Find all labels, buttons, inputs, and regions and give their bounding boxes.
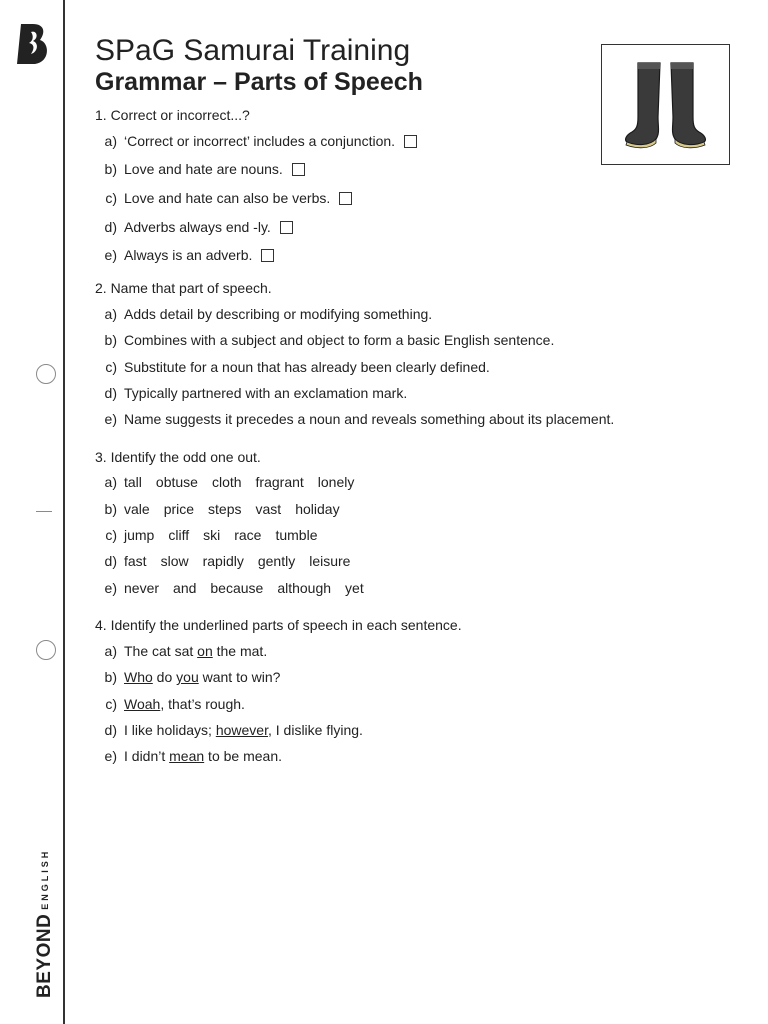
q2-item-a <box>95 306 432 322</box>
q1-item-a <box>95 133 417 149</box>
word-option: tumble <box>275 527 318 543</box>
word-option: jump <box>124 527 155 543</box>
brand-sub-text: ENGLISH <box>40 848 50 910</box>
word-option: slow <box>160 553 189 569</box>
word-option: price <box>163 501 195 517</box>
punch-hole-mark <box>36 364 56 384</box>
underlined-word: however <box>215 722 268 738</box>
q2-item-e <box>95 411 614 427</box>
word-option: cliff <box>168 527 190 543</box>
item-letter: c) <box>105 527 117 543</box>
item-text: Always is an adverb. <box>124 247 253 263</box>
item-letter: d) <box>104 722 117 738</box>
word-option: because <box>210 580 264 596</box>
question-3-title: 3. Identify the odd one out. <box>95 449 261 465</box>
q2-item-c <box>95 359 490 375</box>
answer-checkbox[interactable] <box>261 249 274 262</box>
item-text: ‘Correct or incorrect’ includes a conjunction. <box>124 133 396 149</box>
item-text: Love and hate are nouns. <box>124 161 283 177</box>
item-letter: a) <box>104 306 117 322</box>
sentence-part: The cat sat <box>124 643 198 659</box>
item-text: Substitute for a noun that has already been clearly defined. <box>124 359 490 375</box>
tabi-socks-icon <box>602 45 729 164</box>
q4-item-b <box>95 669 280 685</box>
q3-item-b <box>95 501 354 517</box>
question-4-title: 4. Identify the underlined parts of speech in each sentence. <box>95 617 462 633</box>
question-1-title: 1. Correct or incorrect...? <box>95 107 250 123</box>
item-letter: d) <box>104 385 117 401</box>
page-subtitle: Grammar – Parts of Speech <box>95 68 423 96</box>
underlined-word: Woah <box>124 696 161 712</box>
word-option: race <box>234 527 262 543</box>
word-option: and <box>173 580 197 596</box>
word-option: vale <box>124 501 150 517</box>
answer-checkbox[interactable] <box>292 163 305 176</box>
beyond-logo <box>15 22 51 66</box>
item-letter: c) <box>105 359 117 375</box>
item-text: Adverbs always end -ly. <box>124 219 271 235</box>
word-option: fast <box>124 553 147 569</box>
item-letter: a) <box>104 474 117 490</box>
item-letter: e) <box>104 247 117 263</box>
item-letter: c) <box>105 696 117 712</box>
word-option: ski <box>203 527 221 543</box>
word-option: gently <box>257 553 296 569</box>
q4-item-d <box>95 722 363 738</box>
q1-item-c <box>95 190 352 206</box>
item-letter: c) <box>105 190 117 206</box>
underlined-word: Who <box>124 669 153 685</box>
sentence-part: want to win? <box>198 669 281 685</box>
item-letter: d) <box>104 553 117 569</box>
word-option: yet <box>345 580 364 596</box>
item-text: Name suggests it precedes a noun and reveals something about its placement. <box>124 411 615 427</box>
sentence <box>124 696 245 712</box>
answer-checkbox[interactable] <box>339 192 352 205</box>
item-letter: e) <box>104 748 117 764</box>
sentence-part: , I dislike flying. <box>267 722 363 738</box>
q4-item-e <box>95 748 282 764</box>
word-option: although <box>277 580 332 596</box>
tabi-socks-illustration <box>601 44 730 165</box>
underlined-word: mean <box>169 748 205 764</box>
question-2-title: 2. Name that part of speech. <box>95 280 272 296</box>
sentence <box>124 669 280 685</box>
word-option: rapidly <box>202 553 244 569</box>
brand-wordmark <box>34 849 56 998</box>
fold-mark <box>36 511 52 512</box>
page-title: SPaG Samurai Training <box>95 34 411 67</box>
sentence-part: the mat. <box>212 643 268 659</box>
item-letter: b) <box>104 669 117 685</box>
margin-line <box>63 0 65 1024</box>
q3-item-c <box>95 527 332 543</box>
word-option: vast <box>255 501 282 517</box>
sentence <box>124 748 282 764</box>
q4-item-a <box>95 643 267 659</box>
word-option: tall <box>124 474 142 490</box>
q3-item-d <box>95 553 364 569</box>
q3-item-a <box>95 474 368 490</box>
word-option: holiday <box>295 501 340 517</box>
q3-item-e <box>95 580 378 596</box>
word-option: lonely <box>317 474 355 490</box>
underlined-word: on <box>197 643 213 659</box>
item-letter: a) <box>104 643 117 659</box>
q1-item-d <box>95 219 293 235</box>
sentence-part: do <box>152 669 177 685</box>
item-letter: e) <box>104 411 117 427</box>
item-letter: b) <box>104 332 117 348</box>
word-option: leisure <box>309 553 351 569</box>
item-letter: e) <box>104 580 117 596</box>
answer-checkbox[interactable] <box>404 135 417 148</box>
word-option: fragrant <box>255 474 304 490</box>
item-letter: b) <box>104 161 117 177</box>
sentence-part: I didn’t <box>124 748 170 764</box>
item-letter: b) <box>104 501 117 517</box>
item-letter: a) <box>104 133 117 149</box>
sentence <box>124 722 363 738</box>
underlined-word: you <box>176 669 199 685</box>
word-option: never <box>124 580 160 596</box>
item-letter: d) <box>104 219 117 235</box>
q2-item-b <box>95 332 554 348</box>
item-text: Love and hate can also be verbs. <box>124 190 331 206</box>
sentence <box>124 643 267 659</box>
q1-item-e <box>95 247 274 263</box>
word-option: cloth <box>211 474 242 490</box>
answer-checkbox[interactable] <box>280 221 293 234</box>
punch-hole-mark <box>36 640 56 660</box>
brand-main-text: BEYOND <box>34 913 55 998</box>
q2-item-d <box>95 385 407 401</box>
item-text: Adds detail by describing or modifying something. <box>124 306 433 322</box>
item-text: Typically partnered with an exclamation mark. <box>124 385 408 401</box>
q4-item-c <box>95 696 245 712</box>
sentence-part: , that’s rough. <box>160 696 245 712</box>
item-text: Combines with a subject and object to form a basic English sentence. <box>124 332 555 348</box>
q1-item-b <box>95 161 305 177</box>
sentence-part: to be mean. <box>204 748 282 764</box>
sentence-part: I like holidays; <box>124 722 216 738</box>
word-option: steps <box>208 501 242 517</box>
word-option: obtuse <box>155 474 198 490</box>
